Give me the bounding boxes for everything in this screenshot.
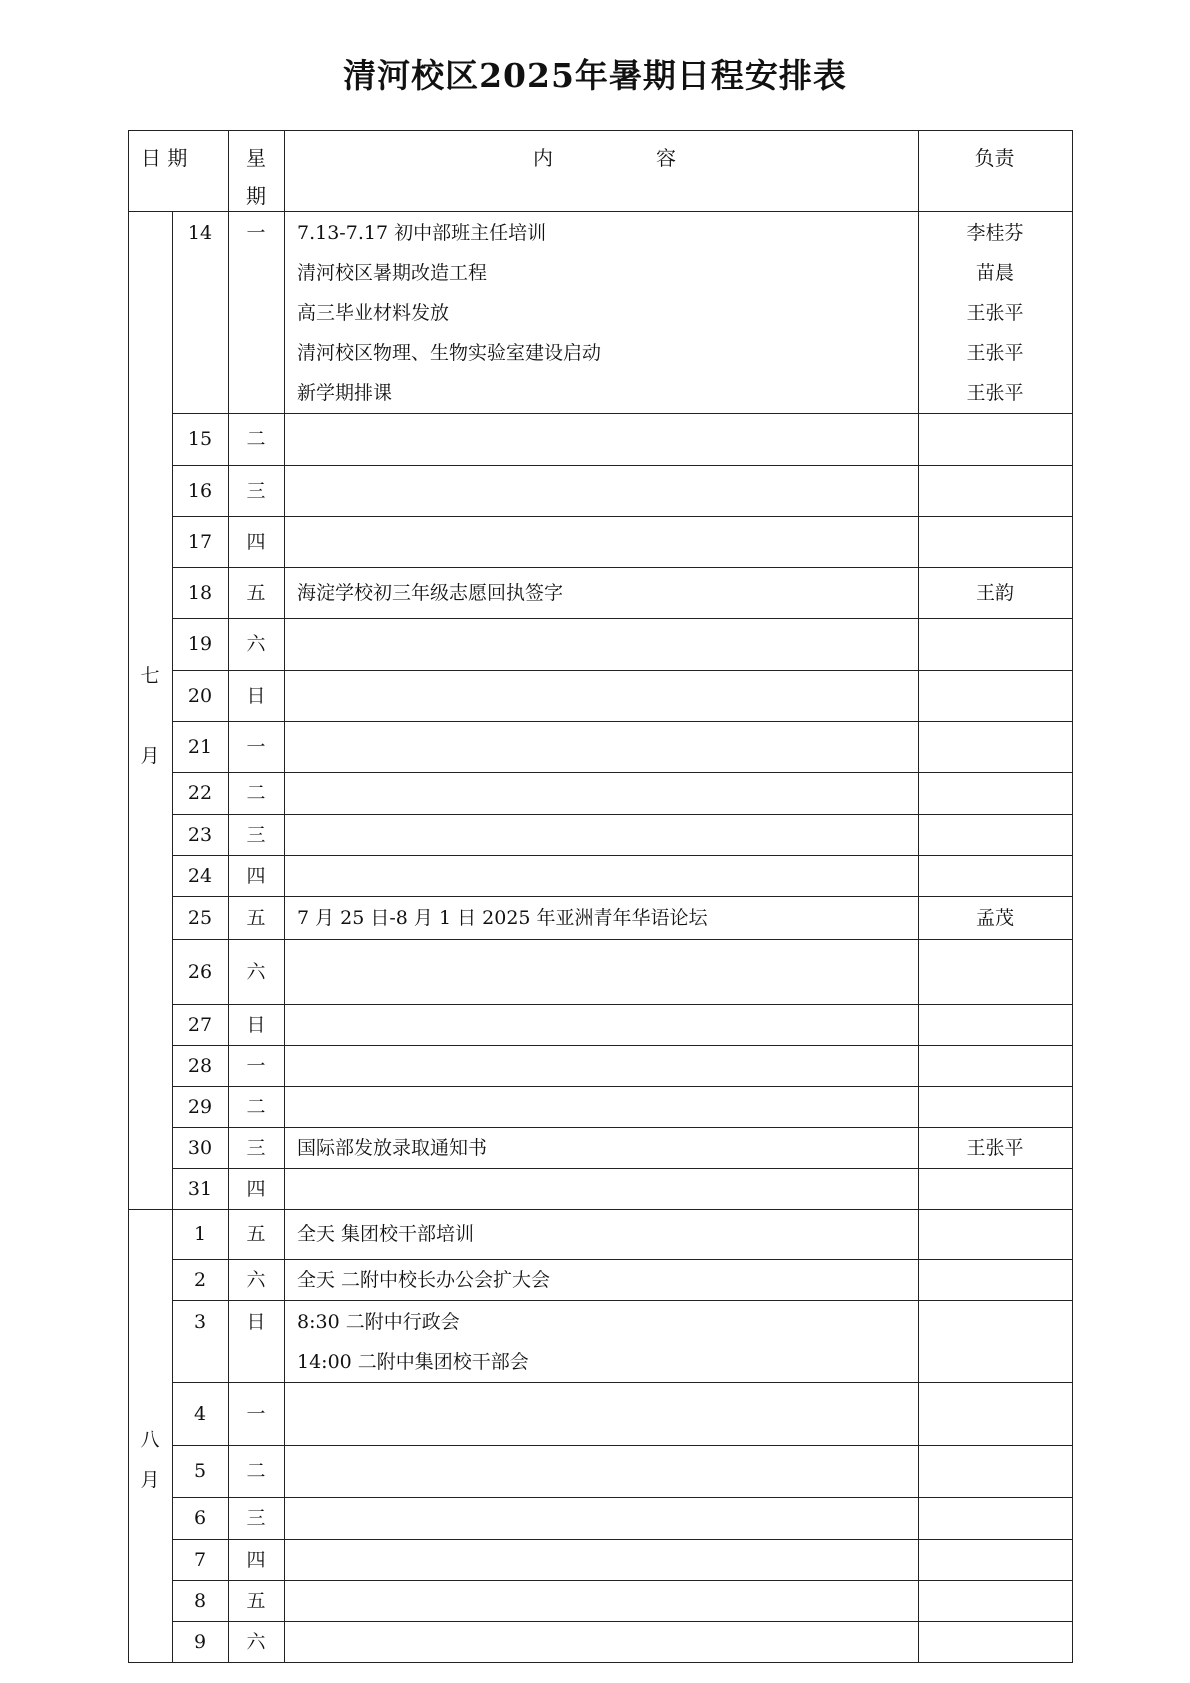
- weekday-cell: 一: [246, 222, 266, 244]
- weekday-cell: 五: [246, 1590, 266, 1612]
- schedule-owner: 王张平: [966, 342, 1024, 364]
- day-cell: 27: [187, 1014, 213, 1036]
- table-border-top: [128, 130, 1073, 131]
- day-cell: 2: [193, 1269, 207, 1291]
- row-divider: [172, 1004, 1072, 1005]
- schedule-content: 7.13-7.17 初中部班主任培训: [297, 222, 547, 244]
- weekday-cell: 二: [246, 1460, 266, 1482]
- day-cell: 23: [187, 824, 213, 846]
- weekday-cell: 六: [246, 1269, 266, 1291]
- row-divider: [128, 1209, 1072, 1210]
- schedule-owner: 王张平: [966, 1137, 1024, 1159]
- weekday-cell: 一: [246, 1055, 266, 1077]
- weekday-cell: 四: [246, 1549, 266, 1571]
- schedule-owner: 王张平: [966, 382, 1024, 404]
- row-divider: [172, 1300, 1072, 1301]
- weekday-cell: 二: [246, 782, 266, 804]
- day-cell: 4: [193, 1403, 207, 1425]
- row-divider: [172, 618, 1072, 619]
- weekday-cell: 六: [246, 961, 266, 983]
- header-owner: 负责: [974, 146, 1015, 170]
- day-cell: 17: [187, 531, 213, 553]
- schedule-content: 高三毕业材料发放: [297, 302, 450, 324]
- month-july-label-top: 七: [140, 665, 160, 687]
- day-cell: 16: [187, 480, 213, 502]
- day-cell: 14: [187, 222, 213, 244]
- schedule-content: 全天 集团校干部培训: [297, 1223, 475, 1245]
- row-divider: [172, 1539, 1072, 1540]
- page-title: 清河校区2025年暑期日程安排表: [343, 56, 847, 95]
- day-cell: 6: [193, 1507, 207, 1529]
- row-divider: [172, 567, 1072, 568]
- day-cell: 20: [187, 685, 213, 707]
- row-divider: [172, 814, 1072, 815]
- weekday-cell: 五: [246, 1223, 266, 1245]
- day-cell: 1: [193, 1223, 207, 1245]
- row-divider: [172, 1445, 1072, 1446]
- weekday-cell: 三: [246, 480, 266, 502]
- schedule-content: 海淀学校初三年级志愿回执签字: [297, 582, 564, 604]
- table-border-bottom: [128, 1662, 1073, 1663]
- weekday-cell: 六: [246, 633, 266, 655]
- table-border-left: [128, 130, 129, 1662]
- weekday-cell: 一: [246, 1403, 266, 1425]
- row-divider: [172, 413, 1072, 414]
- schedule-content: 清河校区物理、生物实验室建设启动: [297, 342, 602, 364]
- row-divider: [172, 1382, 1072, 1383]
- day-cell: 7: [193, 1549, 207, 1571]
- day-cell: 25: [187, 907, 213, 929]
- weekday-cell: 二: [246, 428, 266, 450]
- header-divider: [128, 211, 1072, 212]
- table-border-right: [1072, 130, 1073, 1662]
- day-cell: 19: [187, 633, 213, 655]
- weekday-cell: 五: [246, 582, 266, 604]
- day-cell: 24: [187, 865, 213, 887]
- row-divider: [172, 1127, 1072, 1128]
- weekday-cell: 三: [246, 1137, 266, 1159]
- weekday-cell: 二: [246, 1096, 266, 1118]
- day-cell: 30: [187, 1137, 213, 1159]
- row-divider: [172, 1497, 1072, 1498]
- day-cell: 18: [187, 582, 213, 604]
- weekday-cell: 一: [246, 736, 266, 758]
- schedule-content: 14:00 二附中集团校干部会: [297, 1351, 529, 1373]
- weekday-cell: 四: [246, 531, 266, 553]
- schedule-owner: 孟茂: [975, 907, 1014, 929]
- weekday-cell: 日: [246, 685, 266, 707]
- schedule-owner: 李桂芬: [966, 222, 1024, 244]
- header-weekday-1: 星: [246, 146, 266, 170]
- header-date: 日 期: [141, 146, 188, 170]
- schedule-content: 清河校区暑期改造工程: [297, 262, 488, 284]
- day-cell: 21: [187, 736, 213, 758]
- row-divider: [172, 1621, 1072, 1622]
- row-divider: [172, 1259, 1072, 1260]
- month-august-label-bottom: 月: [140, 1469, 160, 1491]
- weekday-cell: 六: [246, 1631, 266, 1653]
- row-divider: [172, 1580, 1072, 1581]
- day-cell: 29: [187, 1096, 213, 1118]
- row-divider: [172, 516, 1072, 517]
- weekday-cell: 五: [246, 907, 266, 929]
- row-divider: [172, 670, 1072, 671]
- schedule-content: 全天 二附中校长办公会扩大会: [297, 1269, 551, 1291]
- day-cell: 15: [187, 428, 213, 450]
- schedule-owner: 王韵: [975, 582, 1014, 604]
- weekday-cell: 日: [246, 1014, 266, 1036]
- schedule-owner: 苗晨: [975, 262, 1014, 284]
- header-weekday-2: 期: [246, 184, 266, 208]
- day-cell: 26: [187, 961, 213, 983]
- header-content-left: 内: [533, 146, 553, 170]
- weekday-cell: 四: [246, 865, 266, 887]
- day-cell: 22: [187, 782, 213, 804]
- row-divider: [172, 896, 1072, 897]
- day-cell: 9: [193, 1631, 207, 1653]
- schedule-owner: 王张平: [966, 302, 1024, 324]
- row-divider: [172, 465, 1072, 466]
- schedule-content: 7 月 25 日-8 月 1 日 2025 年亚洲青年华语论坛: [297, 907, 708, 929]
- row-divider: [172, 1168, 1072, 1169]
- day-cell: 3: [193, 1311, 207, 1333]
- weekday-cell: 三: [246, 1507, 266, 1529]
- row-divider: [172, 721, 1072, 722]
- header-content-right: 容: [656, 146, 676, 170]
- day-cell: 8: [193, 1590, 207, 1612]
- row-divider: [172, 772, 1072, 773]
- day-cell: 31: [187, 1178, 213, 1200]
- weekday-cell: 日: [246, 1311, 266, 1333]
- day-cell: 28: [187, 1055, 213, 1077]
- schedule-content: 国际部发放录取通知书: [297, 1137, 488, 1159]
- row-divider: [172, 1045, 1072, 1046]
- weekday-cell: 三: [246, 824, 266, 846]
- row-divider: [172, 855, 1072, 856]
- row-divider: [172, 1086, 1072, 1087]
- row-divider: [172, 939, 1072, 940]
- schedule-content: 8:30 二附中行政会: [297, 1311, 460, 1333]
- day-cell: 5: [193, 1460, 207, 1482]
- schedule-content: 新学期排课: [297, 382, 393, 404]
- month-august-label-top: 八: [140, 1429, 160, 1451]
- weekday-cell: 四: [246, 1178, 266, 1200]
- month-july-label-bottom: 月: [140, 745, 160, 767]
